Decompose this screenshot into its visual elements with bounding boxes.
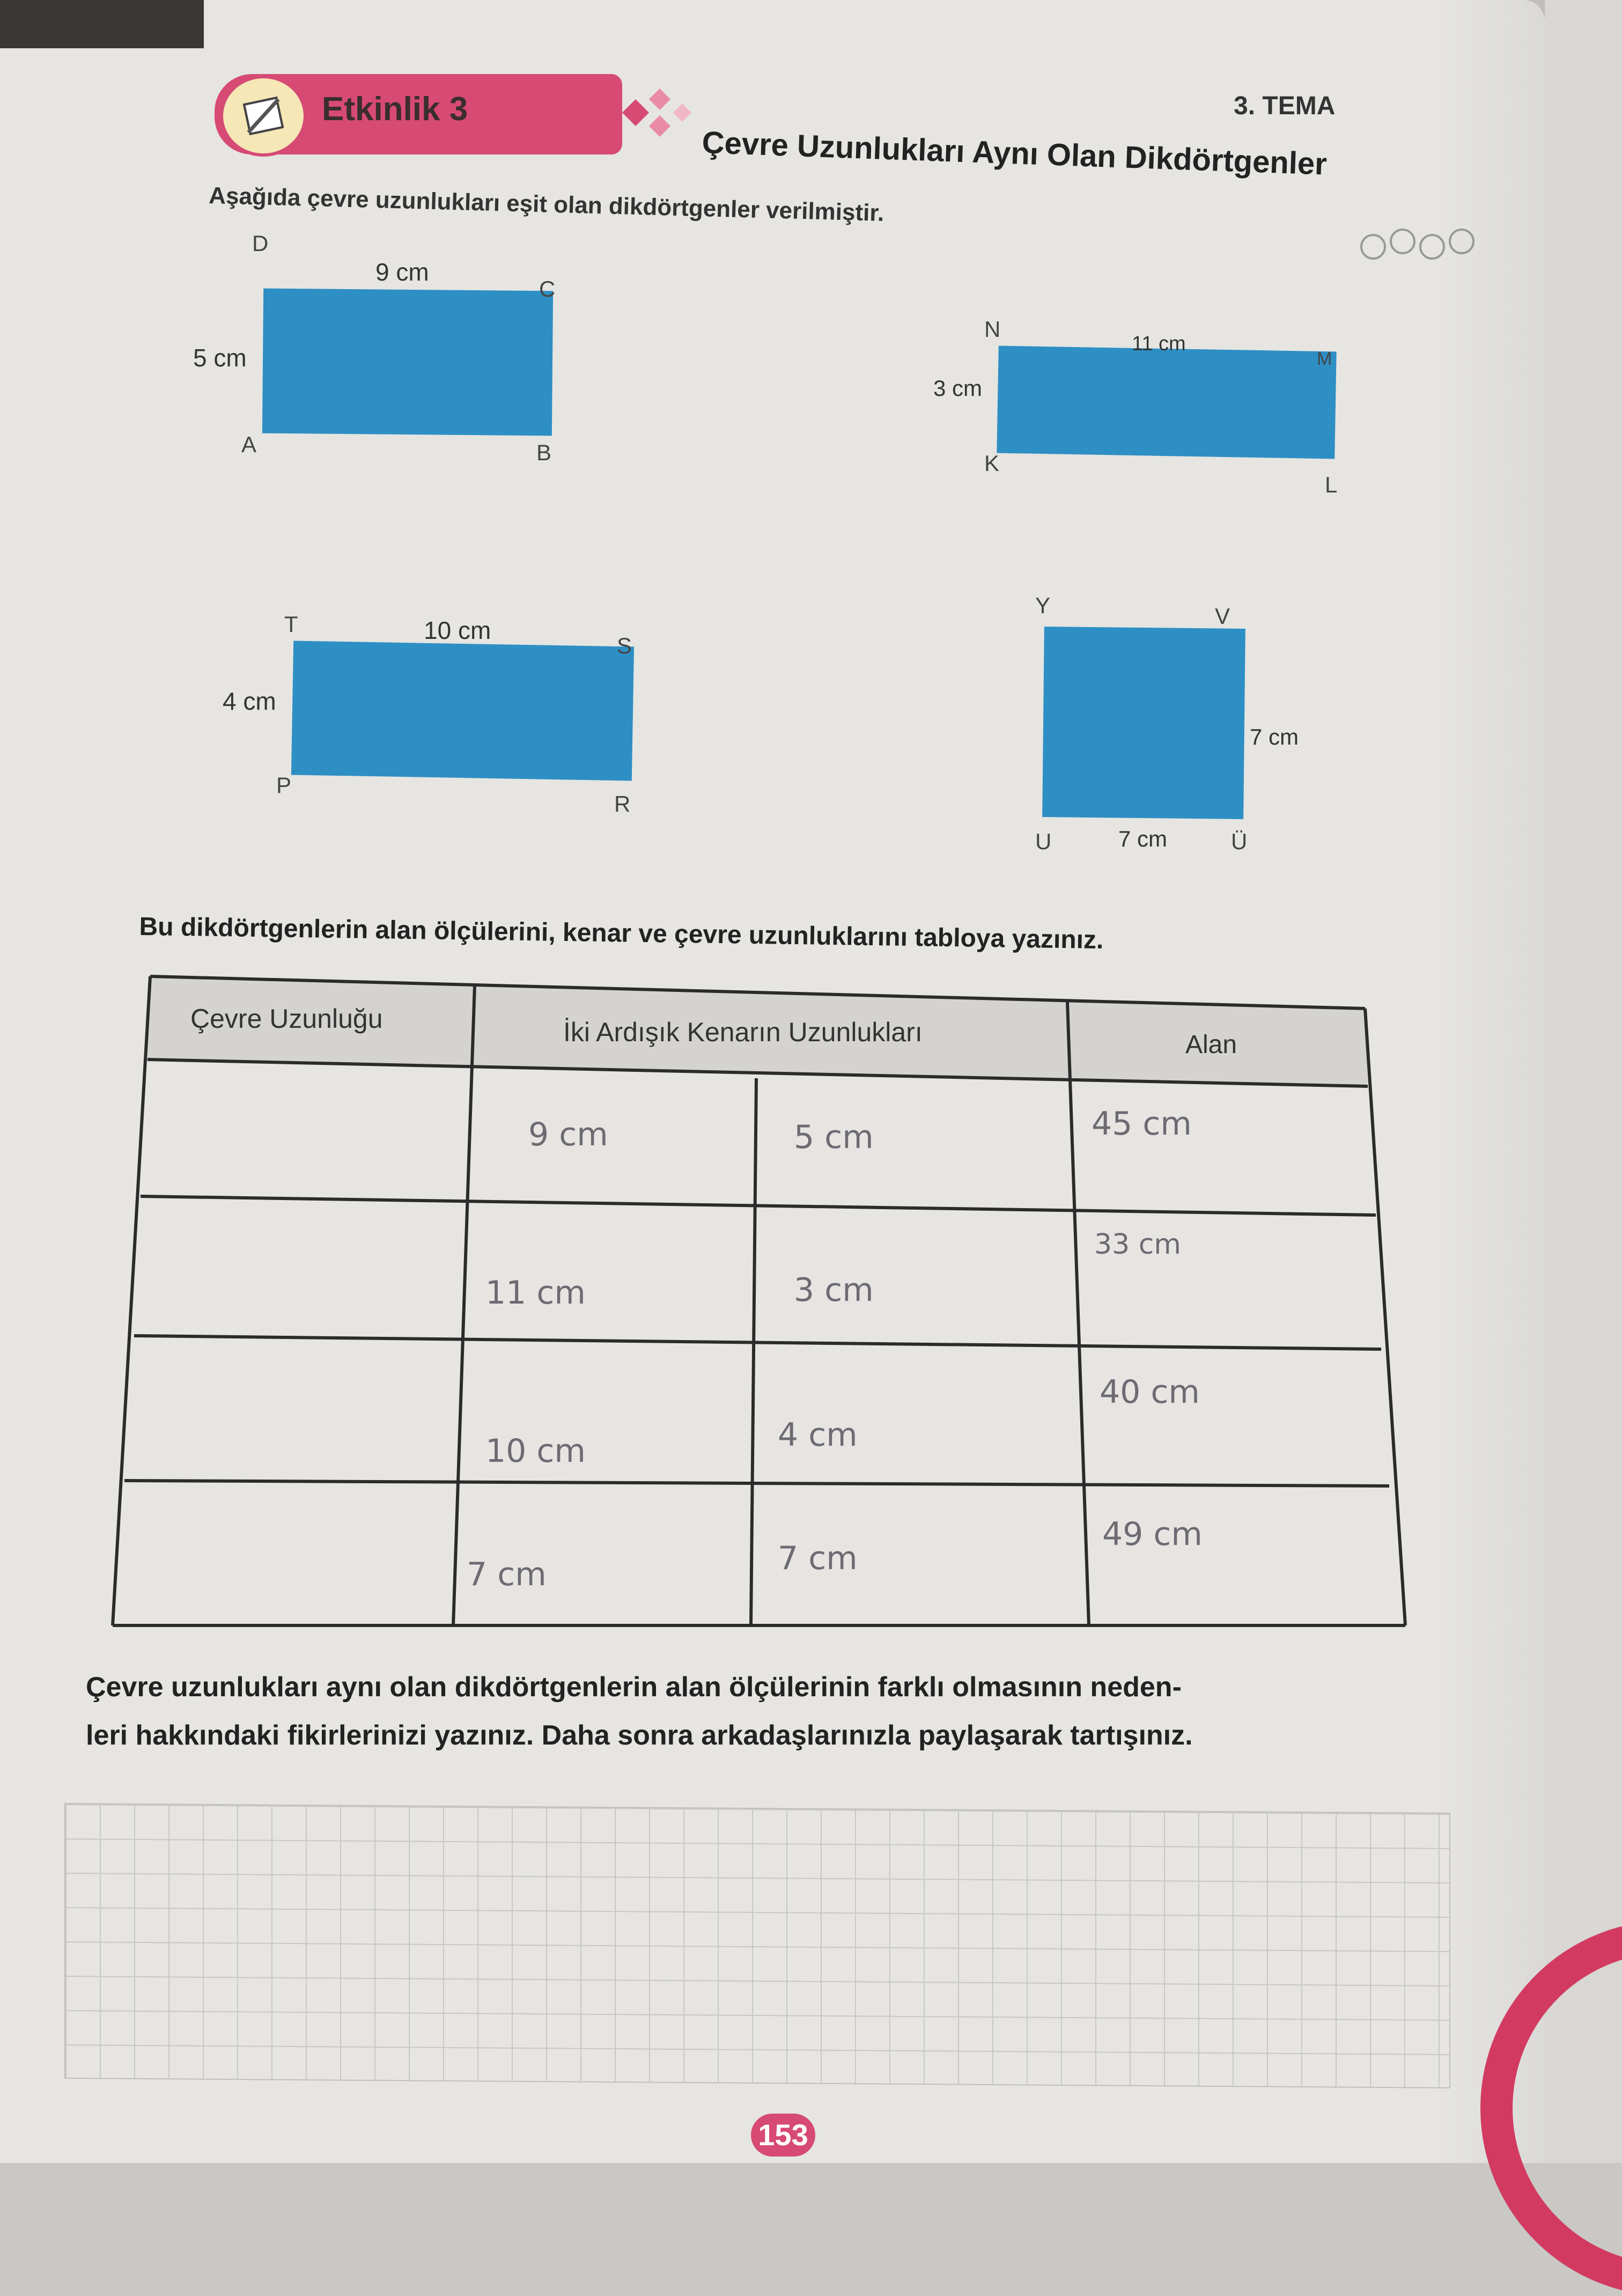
table-instruction: Bu dikdörtgenlerin alan ölçülerini, kenar ve çevre uzunluklarını tabloya yazınız.: [139, 912, 1104, 955]
rect2-side-label: 3 cm: [933, 376, 983, 401]
vertex-t: T: [284, 612, 298, 637]
vertex-y: Y: [1035, 593, 1051, 618]
rect1-top-label: 9 cm: [375, 258, 429, 286]
row2-side1[interactable]: 11 cm: [485, 1274, 586, 1312]
vertex-c: C: [539, 276, 556, 301]
rect4-bottom-label: 7 cm: [1118, 826, 1168, 851]
intro-text: Aşağıda çevre uzunlukları eşit olan dikdörtgenler verilmiştir.: [208, 182, 884, 226]
rect4-side-label: 7 cm: [1250, 724, 1299, 749]
vertex-r: R: [614, 791, 631, 816]
page-title: Çevre Uzunlukları Aynı Olan Dikdörtgenler: [701, 124, 1328, 182]
header-perimeter: Çevre Uzunluğu: [190, 1004, 383, 1034]
vertex-u: U: [1035, 829, 1052, 854]
vertex-b: B: [536, 440, 552, 465]
theme-label: 3. TEMA: [1234, 92, 1336, 120]
header-area: Alan: [1185, 1031, 1237, 1059]
vertex-m: M: [1317, 349, 1332, 369]
vertex-s: S: [617, 633, 632, 658]
discussion-question-line2: leri hakkındaki fikirlerinizi yazınız. Daha sonra arkadaşlarınızla paylaşarak tartışınız.: [86, 1720, 1193, 1751]
header-sides: İki Ardışık Kenarın Uzunlukları: [563, 1017, 923, 1047]
rect3-side-label: 4 cm: [223, 687, 276, 715]
discussion-question-line1: Çevre uzunlukları aynı olan dikdörtgenlerin alan ölçülerinin farklı olmasının neden-: [86, 1672, 1182, 1703]
vertex-u-dots: Ü: [1231, 829, 1248, 854]
row2-side2[interactable]: 3 cm: [794, 1271, 874, 1309]
row4-side1[interactable]: 7 cm: [467, 1556, 547, 1593]
row2-area[interactable]: 33 cm: [1094, 1228, 1181, 1261]
vertex-a: A: [241, 432, 257, 457]
answer-grid[interactable]: [64, 1803, 1450, 2088]
rect2-top-label: 11 cm: [1132, 333, 1186, 355]
vertex-l: L: [1325, 472, 1338, 497]
next-page-edge: [1545, 0, 1622, 2163]
row1-area[interactable]: 45 cm: [1092, 1105, 1192, 1143]
row4-side2[interactable]: 7 cm: [778, 1540, 858, 1577]
row3-side1[interactable]: 10 cm: [485, 1432, 586, 1470]
discussion-question: [86, 1663, 1480, 1760]
vertex-p: P: [276, 772, 292, 798]
vertex-d: D: [252, 231, 269, 256]
row1-side1[interactable]: 9 cm: [528, 1116, 608, 1153]
row3-area[interactable]: 40 cm: [1100, 1373, 1200, 1411]
rect1-side-label: 5 cm: [193, 344, 247, 372]
page-number: 153: [751, 2114, 815, 2157]
vertex-n: N: [984, 317, 1001, 342]
row4-area[interactable]: 49 cm: [1102, 1515, 1203, 1553]
vertex-v: V: [1215, 604, 1230, 629]
vertex-k: K: [984, 451, 1000, 476]
row1-side2[interactable]: 5 cm: [794, 1118, 874, 1156]
activity-label: Etkinlik 3: [322, 91, 468, 128]
rect3-top-label: 10 cm: [424, 616, 491, 644]
row3-side2[interactable]: 4 cm: [778, 1416, 858, 1454]
